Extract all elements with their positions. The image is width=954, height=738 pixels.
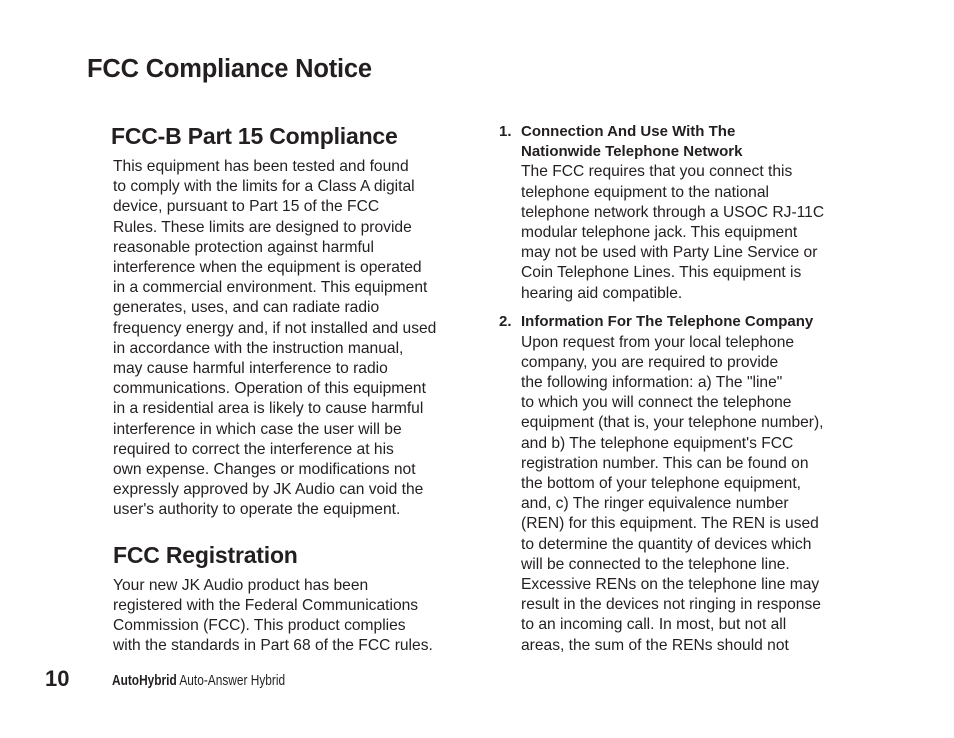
item-body: Upon request from your local telephone company, you are required to provide the following information: a) The "line" to which you will connect the telephone equipment (that is, your telephone number), and b) The telephone equipment's FCC registration number. This can be found on the bottom of your telephone equipment, and, c) The ringer equivalence number (REN) for this equipment. The REN is used to determine the quantity of devices which will be connected to the telephone line. Excessive RENs on the telephone line may result in the devices not ringing in response to an incoming call. In most, but not all areas, the sum of the RENs should not [521, 333, 824, 654]
fcc-registration-heading: FCC Registration [113, 541, 298, 568]
product-name: AutoHybrid [112, 673, 177, 689]
page-title: FCC Compliance Notice [87, 55, 372, 83]
page-number: 10 [45, 666, 70, 691]
item-heading: Information For The Telephone Company [521, 313, 814, 331]
fcc-registration-body: Your new JK Audio product has been registered with the Federal Communications Commission (FCC). This product complies with the standards in Part 68 of the FCC rules. [113, 576, 433, 655]
item-body: The FCC requires that you connect this telephone equipment to the national telephone network through a USOC RJ-11C modular telephone jack. This equipment may not be used with Party Line Service or Coin Telephone Lines. This equipment is hearing aid compatible. [521, 163, 825, 302]
page-footer [0, 664, 954, 698]
left-column [113, 120, 469, 656]
item-number: 1. [499, 123, 512, 140]
right-column [499, 122, 859, 656]
fcc-b-body: This equipment has been tested and found to comply with the limits for a Class A digital device, pursuant to Part 15 of the FCC Rules. These limits are designed to provide reasonable protection against harmful interference when the equipment is operated in a commercial environment. This equipment generates, uses, and can radiate radio frequency energy and, if not installed and used in accordance with the instruction manual, may cause harmful interference to radio communications. Operation of this equipment in a residential area is likely to cause harmful interference in which case the user will be required to correct the interference at his own expense. Changes or modifications not expressly approved by JK Audio can void the user's authority to operate the equipment. [113, 158, 437, 519]
product-description: Auto-Answer Hybrid [179, 673, 286, 689]
numbered-item-telephone-company [499, 312, 859, 655]
numbered-item-connection [499, 122, 859, 304]
item-heading: Connection And Use With The Nationwide Telephone Network [521, 123, 743, 161]
product-line [112, 673, 285, 689]
fcc-b-heading: FCC-B Part 15 Compliance [111, 123, 398, 149]
item-number: 2. [499, 313, 512, 331]
